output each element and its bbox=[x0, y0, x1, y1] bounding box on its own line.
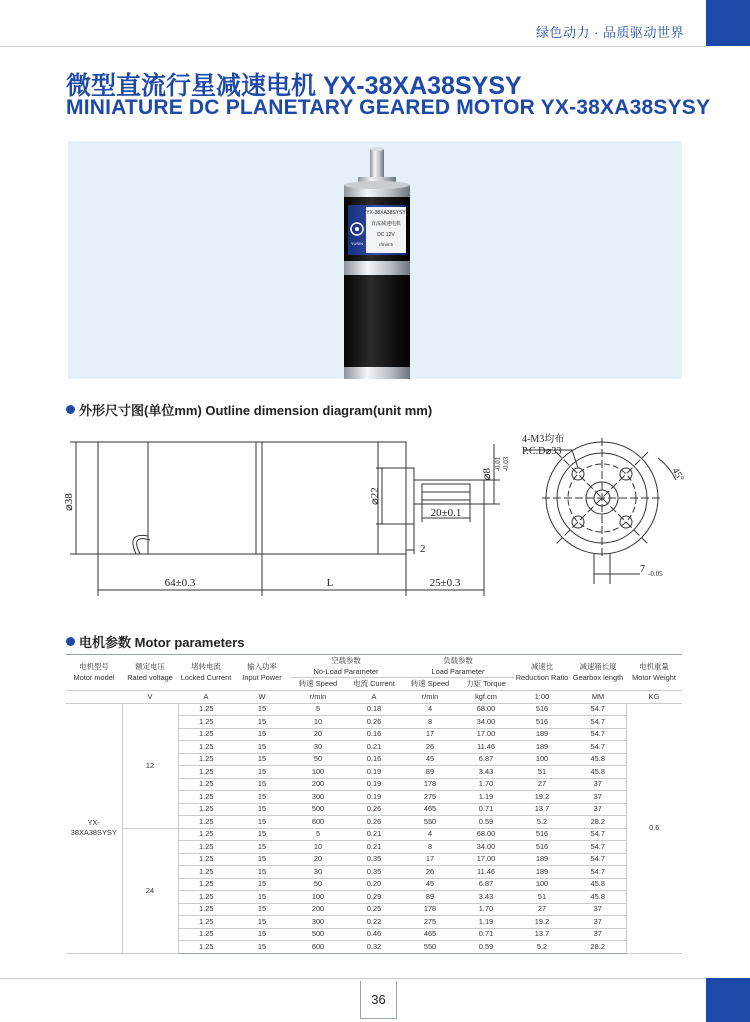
table-cell: 100 bbox=[290, 766, 346, 779]
unit-cell: kgf.cm bbox=[458, 690, 514, 703]
table-cell: 0.59 bbox=[458, 941, 514, 954]
table-cell: 5.2 bbox=[514, 816, 570, 829]
table-cell: 275 bbox=[402, 916, 458, 929]
dim-shaft-len: 25±0.3 bbox=[429, 577, 461, 589]
table-cell: 34.00 bbox=[458, 841, 514, 854]
label-model-text: YX-38XA38SYSY bbox=[366, 210, 406, 216]
units-row bbox=[66, 690, 682, 703]
table-cell: 0.26 bbox=[346, 816, 402, 829]
table-cell: 516 bbox=[514, 716, 570, 729]
table-cell: 0.32 bbox=[346, 941, 402, 954]
table-cell: 45.8 bbox=[570, 891, 626, 904]
dim-shaft-tol-low: -0.03 bbox=[502, 456, 510, 472]
table-cell: 15 bbox=[234, 928, 290, 941]
table-cell: 300 bbox=[290, 916, 346, 929]
table-cell: 1.25 bbox=[178, 778, 234, 791]
table-cell: 0.59 bbox=[458, 816, 514, 829]
table-cell: 34.00 bbox=[458, 716, 514, 729]
unit-cell: r/min bbox=[290, 690, 346, 703]
table-cell: 0.16 bbox=[346, 728, 402, 741]
table-cell: 20 bbox=[290, 853, 346, 866]
label-brand-text: YUSIN bbox=[350, 241, 364, 246]
page-number: 36 bbox=[360, 981, 397, 1019]
table-cell: 100 bbox=[290, 891, 346, 904]
table-cell: 4 bbox=[402, 828, 458, 841]
table-cell: 50 bbox=[290, 878, 346, 891]
table-row bbox=[66, 828, 682, 841]
table-cell: 0.71 bbox=[458, 803, 514, 816]
unit-cell: r/min bbox=[402, 690, 458, 703]
header-corner-block bbox=[706, 0, 750, 46]
table-cell: 1.25 bbox=[178, 703, 234, 716]
table-cell: 13.7 bbox=[514, 928, 570, 941]
table-cell: 1.25 bbox=[178, 891, 234, 904]
table-cell: 189 bbox=[514, 853, 570, 866]
table-cell: 1.25 bbox=[178, 816, 234, 829]
table-cell: 3.43 bbox=[458, 766, 514, 779]
table-cell: 5 bbox=[290, 703, 346, 716]
table-cell: 54.7 bbox=[570, 853, 626, 866]
table-cell: 37 bbox=[570, 791, 626, 804]
table-cell: 54.7 bbox=[570, 741, 626, 754]
col-header-load-torque: 力矩 Torque bbox=[458, 678, 514, 691]
table-cell: 0.35 bbox=[346, 866, 402, 879]
dim-holes: 4-M3均布 bbox=[522, 434, 565, 445]
page-title-cn: 微型直流行星减速电机 YX-38XA38SYSY bbox=[66, 72, 522, 100]
table-cell: 0.16 bbox=[346, 753, 402, 766]
table-cell: 8 bbox=[402, 841, 458, 854]
table-cell: 54.7 bbox=[570, 703, 626, 716]
table-cell: 11.46 bbox=[458, 866, 514, 879]
table-cell: 15 bbox=[234, 791, 290, 804]
table-cell: 516 bbox=[514, 703, 570, 716]
table-cell: 1.19 bbox=[458, 791, 514, 804]
dim-l-label: L bbox=[326, 577, 334, 589]
table-cell: 300 bbox=[290, 791, 346, 804]
unit-cell: A bbox=[178, 690, 234, 703]
col-header-weight: 电机重量 Motor Weight bbox=[626, 655, 682, 691]
table-cell: 5.2 bbox=[514, 941, 570, 954]
table-cell: 550 bbox=[402, 941, 458, 954]
table-cell: 54.7 bbox=[570, 828, 626, 841]
footer-corner-block bbox=[706, 978, 750, 1022]
table-cell: 26 bbox=[402, 741, 458, 754]
table-cell: 45 bbox=[402, 878, 458, 891]
table-cell: 4 bbox=[402, 703, 458, 716]
table-cell: 1.25 bbox=[178, 866, 234, 879]
unit-cell: W bbox=[234, 690, 290, 703]
table-cell: 1.25 bbox=[178, 791, 234, 804]
table-cell: 15 bbox=[234, 741, 290, 754]
table-cell: 15 bbox=[234, 853, 290, 866]
table-cell: 1.25 bbox=[178, 853, 234, 866]
table-cell: 15 bbox=[234, 841, 290, 854]
table-cell: 28.2 bbox=[570, 816, 626, 829]
table-cell: 15 bbox=[234, 728, 290, 741]
table-cell: 0.22 bbox=[346, 916, 402, 929]
table-cell: 8 bbox=[402, 716, 458, 729]
unit-cell: V bbox=[122, 690, 178, 703]
dim-boss-dia: ⌀22 bbox=[369, 487, 381, 505]
table-cell: 0.46 bbox=[346, 928, 402, 941]
table-cell: 1.25 bbox=[178, 716, 234, 729]
col-header-model: 电机型号 Motor model bbox=[66, 655, 122, 691]
table-cell: 178 bbox=[402, 778, 458, 791]
table-cell: 0.20 bbox=[346, 878, 402, 891]
table-cell: 15 bbox=[234, 753, 290, 766]
table-cell: 50 bbox=[290, 753, 346, 766]
table-cell: 17.00 bbox=[458, 728, 514, 741]
table-cell: 6.87 bbox=[458, 753, 514, 766]
unit-cell: A bbox=[346, 690, 402, 703]
table-cell: 37 bbox=[570, 916, 626, 929]
table-cell: 37 bbox=[570, 903, 626, 916]
table-cell: 550 bbox=[402, 816, 458, 829]
table-cell: 68.00 bbox=[458, 828, 514, 841]
voltage-cell: 12 bbox=[122, 703, 178, 828]
table-cell: 5 bbox=[290, 828, 346, 841]
voltage-cell: 24 bbox=[122, 828, 178, 953]
table-cell: 0.19 bbox=[346, 791, 402, 804]
table-cell: 54.7 bbox=[570, 716, 626, 729]
table-cell: 1.25 bbox=[178, 728, 234, 741]
table-cell: 0.21 bbox=[346, 828, 402, 841]
table-cell: 15 bbox=[234, 703, 290, 716]
dim-shaft-tol-up: -0.01 bbox=[494, 456, 502, 472]
model-cell: YX-38XA38SYSY bbox=[66, 703, 122, 953]
table-cell: 26 bbox=[402, 866, 458, 879]
table-cell: 0.19 bbox=[346, 766, 402, 779]
table-cell: 27 bbox=[514, 778, 570, 791]
table-cell: 17 bbox=[402, 728, 458, 741]
footer-rule bbox=[0, 978, 706, 979]
table-cell: 0.26 bbox=[346, 803, 402, 816]
table-cell: 15 bbox=[234, 916, 290, 929]
table-cell: 1.70 bbox=[458, 903, 514, 916]
label-voltage-text: DC 12V bbox=[377, 232, 395, 238]
table-cell: 15 bbox=[234, 766, 290, 779]
table-cell: 3.43 bbox=[458, 891, 514, 904]
table-cell: 30 bbox=[290, 866, 346, 879]
table-cell: 15 bbox=[234, 891, 290, 904]
table-cell: 500 bbox=[290, 928, 346, 941]
table-cell: 15 bbox=[234, 866, 290, 879]
table-cell: 0.18 bbox=[346, 703, 402, 716]
page-title-en: MINIATURE DC PLANETARY GEARED MOTOR YX-38XA38SYSY bbox=[66, 96, 711, 119]
table-cell: 1.25 bbox=[178, 878, 234, 891]
table-cell: 0.26 bbox=[346, 716, 402, 729]
col-header-no-load-current: 电流 Current bbox=[346, 678, 402, 691]
table-cell: 1.25 bbox=[178, 766, 234, 779]
table-cell: 68.00 bbox=[458, 703, 514, 716]
table-cell: 15 bbox=[234, 941, 290, 954]
table-cell: 45.8 bbox=[570, 766, 626, 779]
table-cell: 11.46 bbox=[458, 741, 514, 754]
table-cell: 189 bbox=[514, 741, 570, 754]
table-cell: 1.25 bbox=[178, 903, 234, 916]
table-cell: 37 bbox=[570, 928, 626, 941]
table-cell: 1.25 bbox=[178, 941, 234, 954]
table-cell: 89 bbox=[402, 891, 458, 904]
table-cell: 1.25 bbox=[178, 803, 234, 816]
table-cell: 51 bbox=[514, 891, 570, 904]
table-cell: 100 bbox=[514, 753, 570, 766]
table-cell: 13.7 bbox=[514, 803, 570, 816]
table-cell: 37 bbox=[570, 803, 626, 816]
dim-body-dia: ⌀38 bbox=[63, 493, 75, 511]
outline-drawing bbox=[60, 424, 690, 600]
dim-step: 2 bbox=[420, 543, 426, 555]
col-header-load-speed: 转速 Speed bbox=[402, 678, 458, 691]
dim-flat: 7 bbox=[640, 564, 645, 575]
table-cell: 516 bbox=[514, 841, 570, 854]
table-cell: 19.2 bbox=[514, 916, 570, 929]
dim-pcd: P.C.D⌀33 bbox=[522, 446, 562, 457]
motor-parameter-table bbox=[66, 654, 682, 954]
table-cell: 1.25 bbox=[178, 928, 234, 941]
table-cell: 600 bbox=[290, 941, 346, 954]
table-cell: 1.70 bbox=[458, 778, 514, 791]
table-cell: 15 bbox=[234, 778, 290, 791]
table-cell: 19.2 bbox=[514, 791, 570, 804]
table-cell: 0.71 bbox=[458, 928, 514, 941]
table-cell: 15 bbox=[234, 816, 290, 829]
motor-illustration bbox=[68, 141, 682, 379]
table-cell: 15 bbox=[234, 903, 290, 916]
table-cell: 178 bbox=[402, 903, 458, 916]
col-header-ratio: 减速比 Reduction Ratio bbox=[514, 655, 570, 691]
outline-heading: 外形尺寸图(单位mm) Outline dimension diagram(unit mm) bbox=[66, 400, 432, 419]
table-cell: 89 bbox=[402, 766, 458, 779]
table-cell: 6.87 bbox=[458, 878, 514, 891]
col-header-no-load-speed: 转速 Speed bbox=[290, 678, 346, 691]
params-heading: 电机参数 Motor parameters bbox=[66, 632, 244, 651]
dim-body-len: 64±0.3 bbox=[164, 577, 196, 589]
table-cell: 17 bbox=[402, 853, 458, 866]
col-header-input-power: 输入功率 Input Power bbox=[234, 655, 290, 691]
table-cell: 30 bbox=[290, 741, 346, 754]
table-cell: 189 bbox=[514, 728, 570, 741]
table-cell: 15 bbox=[234, 828, 290, 841]
table-cell: 45 bbox=[402, 753, 458, 766]
label-speed-text: r/min:5 bbox=[379, 242, 393, 247]
table-cell: 37 bbox=[570, 778, 626, 791]
table-cell: 20 bbox=[290, 728, 346, 741]
unit-cell: KG bbox=[626, 690, 682, 703]
weight-cell: 0.6 bbox=[626, 703, 682, 953]
dim-shaft-dia: ⌀8 bbox=[481, 467, 493, 481]
table-cell: 28.2 bbox=[570, 941, 626, 954]
dim-flat-tol: -0.05 bbox=[648, 570, 663, 578]
table-cell: 200 bbox=[290, 778, 346, 791]
table-cell: 0.21 bbox=[346, 841, 402, 854]
table-cell: 54.7 bbox=[570, 841, 626, 854]
unit-cell: 1:00 bbox=[514, 690, 570, 703]
table-cell: 275 bbox=[402, 791, 458, 804]
table-cell: 1.25 bbox=[178, 828, 234, 841]
table-cell: 27 bbox=[514, 903, 570, 916]
col-header-voltage: 额定电压 Rated voltage bbox=[122, 655, 178, 691]
table-cell: 0.21 bbox=[346, 741, 402, 754]
table-cell: 45.8 bbox=[570, 878, 626, 891]
table-cell: 15 bbox=[234, 716, 290, 729]
table-cell: 51 bbox=[514, 766, 570, 779]
unit-cell: MM bbox=[570, 690, 626, 703]
table-cell: 17.00 bbox=[458, 853, 514, 866]
table-cell: 1.25 bbox=[178, 841, 234, 854]
table-cell: 15 bbox=[234, 803, 290, 816]
dim-key-len: 20±0.1 bbox=[430, 507, 462, 519]
col-header-no-load: 空载参数 No-Load Parameter bbox=[290, 655, 402, 678]
table-cell: 1.25 bbox=[178, 741, 234, 754]
table-cell: 465 bbox=[402, 803, 458, 816]
label-type-text: 直流减速电机 bbox=[370, 221, 402, 227]
table-cell: 0.25 bbox=[346, 903, 402, 916]
table-cell: 0.19 bbox=[346, 778, 402, 791]
table-cell: 15 bbox=[234, 878, 290, 891]
bullet-dot-icon bbox=[66, 405, 75, 414]
table-cell: 10 bbox=[290, 716, 346, 729]
col-header-locked-current: 堵转电流 Locked Current bbox=[178, 655, 234, 691]
table-cell: 200 bbox=[290, 903, 346, 916]
table-cell: 600 bbox=[290, 816, 346, 829]
table-cell: 189 bbox=[514, 866, 570, 879]
table-cell: 54.7 bbox=[570, 728, 626, 741]
table-cell: 45.8 bbox=[570, 753, 626, 766]
table-row bbox=[66, 703, 682, 716]
table-cell: 0.35 bbox=[346, 853, 402, 866]
table-cell: 100 bbox=[514, 878, 570, 891]
col-header-gearbox: 减速箱长度 Gearbox length bbox=[570, 655, 626, 691]
col-header-load: 负载参数 Load Parameter bbox=[402, 655, 514, 678]
dim-angle: 45° bbox=[669, 466, 686, 484]
table-cell: 0.29 bbox=[346, 891, 402, 904]
table-cell: 10 bbox=[290, 841, 346, 854]
table-cell: 54.7 bbox=[570, 866, 626, 879]
header-rule bbox=[0, 46, 706, 47]
table-cell: 465 bbox=[402, 928, 458, 941]
table-cell: 500 bbox=[290, 803, 346, 816]
product-photo bbox=[68, 141, 682, 379]
bullet-dot-icon bbox=[66, 637, 75, 646]
header-slogan: 绿色动力 · 品质驱动世界 bbox=[535, 25, 684, 40]
table-cell: 1.25 bbox=[178, 753, 234, 766]
table-cell: 1.19 bbox=[458, 916, 514, 929]
table-cell: 516 bbox=[514, 828, 570, 841]
table-cell: 1.25 bbox=[178, 916, 234, 929]
